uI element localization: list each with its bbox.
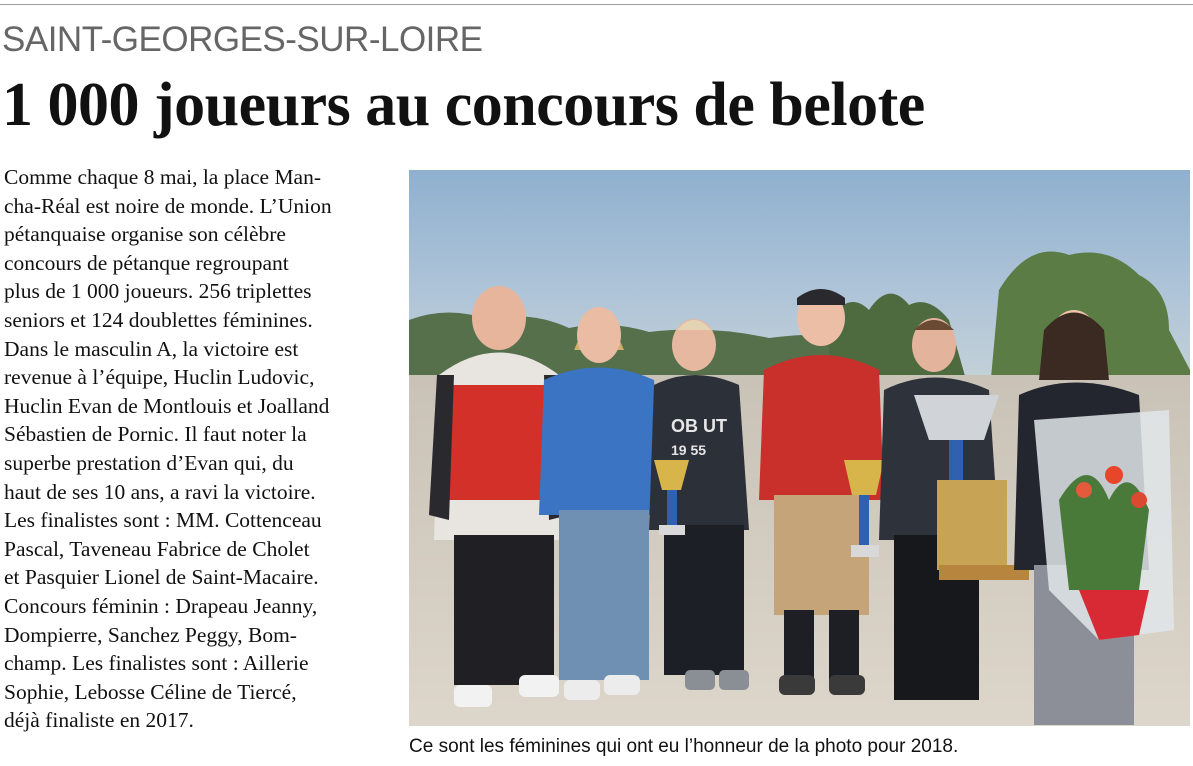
kicker-location: SAINT-GEORGES-SUR-LOIRE <box>2 20 483 59</box>
photo-group-winners <box>409 170 1190 726</box>
top-rule <box>0 4 1193 5</box>
body-line: Huclin Evan de Montlouis et Joalland <box>4 393 330 418</box>
body-line: seniors et 124 doublettes féminines. <box>4 307 313 332</box>
body-line: Sophie, Lebosse Céline de Tiercé, <box>4 679 297 704</box>
body-line: plus de 1 000 joueurs. 256 triplettes <box>4 279 312 304</box>
body-line: Dompierre, Sanchez Peggy, Bom- <box>4 622 297 647</box>
body-line: revenue à l’équipe, Huclin Ludovic, <box>4 365 315 390</box>
body-line: Comme chaque 8 mai, la place Man- <box>4 165 322 189</box>
article-body <box>4 163 380 735</box>
body-line: haut de ses 10 ans, a ravi la victoire. <box>4 479 316 504</box>
body-line: champ. Les finalistes sont : Aillerie <box>4 651 309 676</box>
body-line: et Pasquier Lionel de Saint-Macaire. <box>4 565 319 590</box>
photo-illustration <box>409 170 1190 726</box>
photo-caption: Ce sont les féminines qui ont eu l’honneur de la photo pour 2018. <box>409 736 959 757</box>
headline: 1 000 joueurs au concours de belote <box>2 71 925 139</box>
body-line: concours de pétanque regroupant <box>4 250 289 275</box>
body-line: Dans le masculin A, la victoire est <box>4 336 299 361</box>
body-line: pétanquaise organise son célèbre <box>4 222 286 247</box>
jacket-print-obut: OB UT <box>671 416 727 436</box>
body-line: cha-Réal est noire de monde. L’Union <box>4 193 332 218</box>
body-line: Sébastien de Pornic. Il faut noter la <box>4 422 307 447</box>
body-line: superbe prestation d’Evan qui, du <box>4 450 294 475</box>
jacket-print-1955: 19 55 <box>671 442 707 458</box>
body-line: Pascal, Taveneau Fabrice de Cholet <box>4 536 310 561</box>
body-line: déjà finaliste en 2017. <box>4 708 194 733</box>
body-line: Concours féminin : Drapeau Jeanny, <box>4 593 318 618</box>
body-line: Les finalistes sont : MM. Cottenceau <box>4 508 322 533</box>
